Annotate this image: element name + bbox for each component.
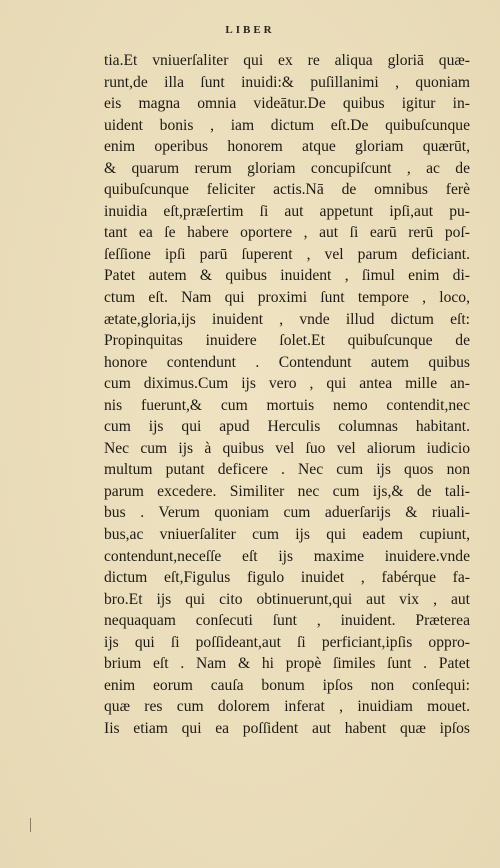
text-line: eis magna omnia videātur.De quibus igitur in-: [104, 95, 470, 113]
text-line: Iis etiam qui ea poſſident aut habent quæ ipſos: [104, 719, 470, 737]
text-line: inuidia eſt,præſertim ſi aut appetunt ipſi,aut pu-: [104, 202, 470, 220]
body-text: [104, 50, 470, 740]
text-line: & quarum rerum gloriam concupiſcunt , ac de: [104, 159, 470, 177]
text-line: Patet autem & quibus inuident , ſimul enim di-: [104, 267, 470, 285]
text-line: uident bonis , iam dictum eſt.De quibuſcunque: [104, 116, 470, 134]
text-line: bus . Verum quoniam cum aduerſarijs & riuali-: [104, 504, 470, 522]
text-line: cum diximus.Cum ijs vero , qui antea mille an-: [104, 375, 470, 393]
text-line: ætate,gloria,ijs inuident , vnde illud dictum eſt:: [104, 310, 470, 328]
text-line: honore contendunt . Contendunt autem quibus: [104, 353, 470, 371]
text-line: bro.Et ijs qui cito obtinuerunt,qui aut vix , aut: [104, 590, 470, 608]
text-line: multum putant deficere . Nec cum ijs quos non: [104, 461, 470, 479]
text-line: quibuſcunque feliciter actis.Nā de omnibus ferè: [104, 181, 470, 199]
text-line: tia.Et vniuerſaliter qui ex re aliqua gloriā quæ-: [104, 52, 470, 69]
text-line: Nec cum ijs à quibus vel ſuo vel aliorum iudicio: [104, 439, 470, 457]
text-line: enim operibus honorem atque gloriam quærūt,: [104, 138, 470, 156]
text-line: contendunt,neceſſe eſt ijs maxime inuidere.vnde: [104, 547, 470, 565]
text-line: tant ea ſe habere oportere , aut ſi earū rerū poſ-: [104, 224, 470, 242]
running-head: LIBER: [225, 24, 275, 36]
text-line: runt,de illa ſunt inuidi:& puſillanimi , quoniam: [104, 73, 470, 91]
text-line: ſeſſione ipſi parū ſuperent , vel parum deficiant.: [104, 245, 470, 263]
margin-mark: [30, 818, 31, 832]
text-line: ijs qui ſi poſſideant,aut ſi perficiant,ipſis oppro-: [104, 633, 470, 651]
text-line: enim eorum cauſa bonum ipſos non conſequi:: [104, 676, 470, 694]
text-line: nis fuerunt,& cum mortuis nemo contendit,nec: [104, 396, 470, 414]
text-line: cum ijs qui apud Herculis columnas habitant.: [104, 418, 470, 436]
text-line: Propinquitas inuidere ſolet.Et quibuſcunque de: [104, 332, 470, 350]
text-line: brium eſt . Nam & hi propè ſimiles ſunt . Patet: [104, 655, 470, 673]
text-line: ctum eſt. Nam qui proximi ſunt tempore , loco,: [104, 289, 470, 307]
text-line: parum excedere. Similiter nec cum ijs,& de tali-: [104, 482, 470, 500]
text-line: dictum eſt,Figulus figulo inuidet , fabérque fa-: [104, 569, 470, 587]
text-line: quæ res cum dolorem inferat , inuidiam mouet.: [104, 698, 470, 716]
text-line: bus,ac vniuerſaliter cum ijs qui eadem cupiunt,: [104, 526, 470, 544]
text-line: nequaquam conſecuti ſunt , inuident. Præterea: [104, 612, 470, 630]
